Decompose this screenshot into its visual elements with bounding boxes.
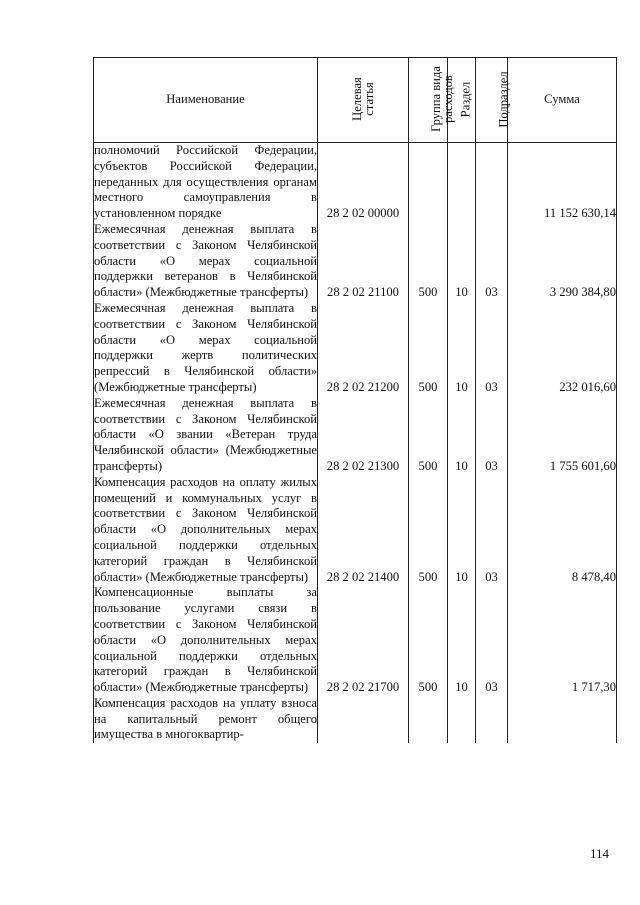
row-section: 10 (448, 475, 476, 586)
page-number: 114 (590, 846, 610, 861)
row-group (409, 696, 448, 743)
table-row (94, 222, 617, 301)
row-name: Компенсационные выплаты за пользование услугами связи в соответствии с Законом Челябинской области «О дополнительных мерах социальной поддержки отдельных категорий граждан в Челябинской области» (Межбюджетные трансферты) (94, 585, 317, 695)
row-article: 28 2 02 21100 (318, 222, 409, 301)
row-name: Ежемесячная денежная выплата в соответствии с Законом Челябинской области «О звании «Ветеран труда Челябинской области» (Межбюджетные трансферты) (94, 395, 317, 473)
row-article: 28 2 02 21400 (318, 475, 409, 586)
table-header-row (94, 58, 617, 143)
header-sum: Сумма (508, 58, 617, 143)
row-subsection: 03 (476, 585, 508, 696)
row-name: Ежемесячная денежная выплата в соответствии с Законом Челябинской области «О мерах социальной поддержки жертв политических репрессий в Челябинской области» (Межбюджетные трансферты) (94, 300, 317, 394)
row-section: 10 (448, 396, 476, 475)
row-name: Компенсация расходов на уплату взноса на капитальный ремонт общего имущества в многоквартир- (94, 695, 317, 742)
row-group: 500 (409, 222, 448, 301)
table-row (94, 585, 617, 696)
row-sum: 1 717,30 (508, 585, 617, 696)
row-section (448, 696, 476, 743)
row-section: 10 (448, 301, 476, 396)
row-group (409, 143, 448, 222)
row-subsection: 03 (476, 475, 508, 586)
row-article: 28 2 02 21200 (318, 301, 409, 396)
row-sum (508, 696, 617, 743)
row-sum: 232 016,60 (508, 301, 617, 396)
row-subsection: 03 (476, 222, 508, 301)
row-sum: 1 755 601,60 (508, 396, 617, 475)
row-sum: 3 290 384,80 (508, 222, 617, 301)
header-expense-group: Группа вида расходов (409, 58, 448, 143)
row-sum: 8 478,40 (508, 475, 617, 586)
row-article: 28 2 02 21300 (318, 396, 409, 475)
row-article (318, 696, 409, 743)
header-target-article: Целевая статья (318, 58, 409, 143)
header-subsection: Подраздел (476, 58, 508, 143)
row-subsection (476, 143, 508, 222)
row-group: 500 (409, 396, 448, 475)
header-section: Раздел (448, 58, 476, 143)
row-name: Ежемесячная денежная выплата в соответствии с Законом Челябинской области «О мерах социальной поддержки ветеранов в Челябинской области» (Межбюджетные трансферты) (94, 221, 317, 300)
table-row (94, 696, 617, 743)
row-name: полномочий Российской Федерации, субъектов Российской Федерации, переданных для осуществления органам местного самоуправления в установленном порядке (94, 143, 317, 221)
row-article: 28 2 02 21700 (318, 585, 409, 696)
table-row (94, 143, 617, 222)
row-subsection: 03 (476, 396, 508, 475)
row-article: 28 2 02 00000 (318, 143, 409, 222)
row-group: 500 (409, 585, 448, 696)
table-row (94, 475, 617, 586)
row-section: 10 (448, 585, 476, 696)
row-section: 10 (448, 222, 476, 301)
row-group: 500 (409, 475, 448, 586)
row-subsection: 03 (476, 301, 508, 396)
row-subsection (476, 696, 508, 743)
table-row (94, 301, 617, 396)
row-sum: 11 152 630,14 (508, 143, 617, 222)
row-section (448, 143, 476, 222)
table-row (94, 396, 617, 475)
row-group: 500 (409, 301, 448, 396)
header-name: Наименование (94, 58, 318, 143)
row-name: Компенсация расходов на оплату жилых помещений и коммунальных услуг в соответствии с Законом Челябинской области «О дополнительных мерах социальной поддержки отдельных категорий граждан в Челябинской области» (Межбюджетные трансферты) (94, 474, 317, 584)
budget-table (93, 57, 617, 743)
